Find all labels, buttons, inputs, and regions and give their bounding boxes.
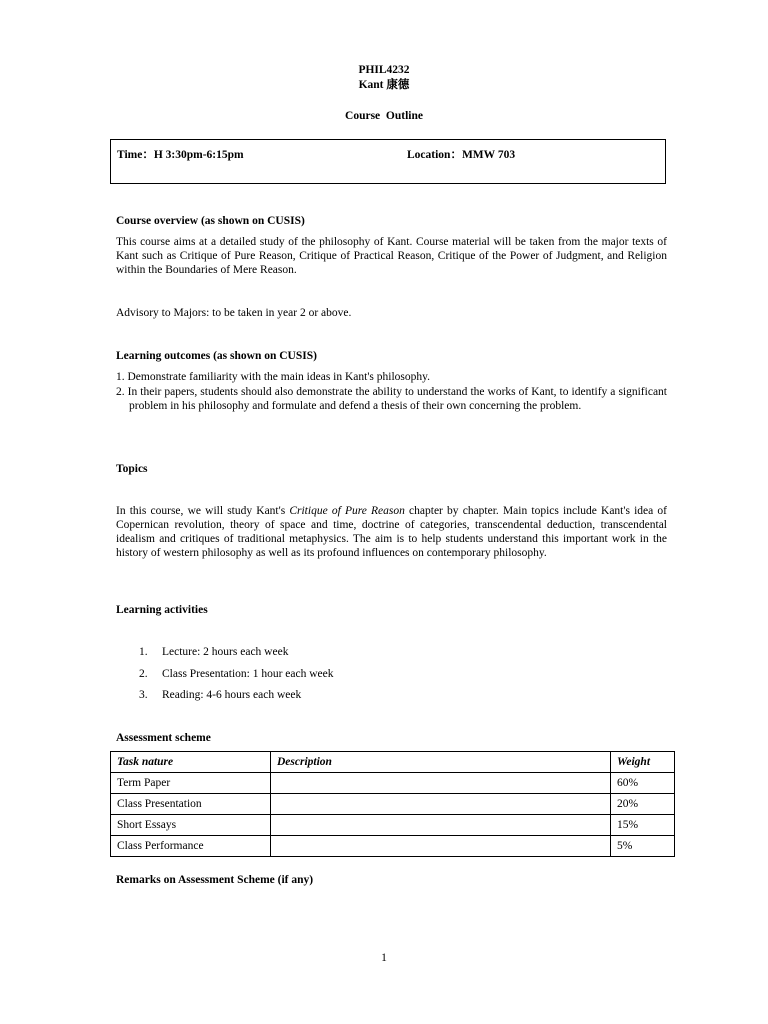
- overview-text: This course aims at a detailed study of the philosophy of Kant. Course material will be taken from the major texts of Kant such as Critique of Pure Reason, Critique of Practical Reason, Critique of the Power of Judgment, and Religion within the Boundaries of Mere Reason.: [116, 236, 667, 276]
- course-code: PHIL4232: [358, 64, 410, 76]
- remarks-heading: Remarks on Assessment Scheme (if any): [116, 874, 314, 886]
- task-cell: Short Essays: [111, 815, 271, 836]
- course-title: Kant 康德: [358, 79, 410, 91]
- weight-cell: 60%: [611, 773, 675, 794]
- task-cell: Class Presentation: [111, 794, 271, 815]
- description-cell: [271, 815, 611, 836]
- time-location-box: [110, 139, 666, 184]
- overview-heading: Course overview (as shown on CUSIS): [116, 215, 305, 227]
- table-row: [111, 794, 675, 815]
- book-title: Critique of Pure Reason: [289, 505, 405, 517]
- description-cell: [271, 836, 611, 857]
- activity-item: 2. Class Presentation: 1 hour each week: [139, 668, 334, 680]
- table-row: [111, 773, 675, 794]
- outcomes-list: [116, 370, 667, 413]
- activities-heading: Learning activities: [116, 604, 208, 616]
- outcome-item: 2. In their papers, students should also demonstrate the ability to understand the works of Kant, to identify a significant problem in his philosophy and formulate and defend a thesis of their own concerning the problem.: [116, 386, 667, 412]
- weight-cell: 15%: [611, 815, 675, 836]
- outcomes-heading: Learning outcomes (as shown on CUSIS): [116, 350, 317, 362]
- task-cell: Term Paper: [111, 773, 271, 794]
- activity-item: 3. Reading: 4-6 hours each week: [139, 689, 302, 701]
- column-header-description: Description: [271, 752, 611, 773]
- task-cell: Class Performance: [111, 836, 271, 857]
- table-row: [111, 815, 675, 836]
- table-header-row: [111, 752, 675, 773]
- description-cell: [271, 794, 611, 815]
- topics-heading: Topics: [116, 463, 148, 475]
- weight-cell: 20%: [611, 794, 675, 815]
- location-label: Location：MMW 703: [407, 149, 516, 161]
- column-header-weight: Weight: [611, 752, 675, 773]
- weight-cell: 5%: [611, 836, 675, 857]
- topics-text: In this course, we will study Kant's Critique of Pure Reason chapter by chapter. Main topics include Kant's idea of Copernican revolution, theory of space and time, doctrine of categories, transcendental deduction, transcendental idealism and critiques of traditional metaphysics. The aim is to help students understand this important work in the history of western philosophy as well as its profound influences on contemporary philosophy.: [116, 505, 667, 559]
- assessment-table: [110, 751, 675, 857]
- assessment-heading: Assessment scheme: [116, 732, 211, 744]
- description-cell: [271, 773, 611, 794]
- page-number: 1: [381, 952, 387, 964]
- outcome-item: 1. Demonstrate familiarity with the main ideas in Kant's philosophy.: [116, 371, 431, 383]
- column-header-task: Task nature: [111, 752, 271, 773]
- activity-item: 1. Lecture: 2 hours each week: [139, 646, 289, 658]
- advisory-text: Advisory to Majors: to be taken in year 2 or above.: [116, 307, 352, 319]
- time-label: Time：H 3:30pm-6:15pm: [117, 149, 244, 161]
- table-row: [111, 836, 675, 857]
- doc-title: Course Outline: [345, 110, 423, 122]
